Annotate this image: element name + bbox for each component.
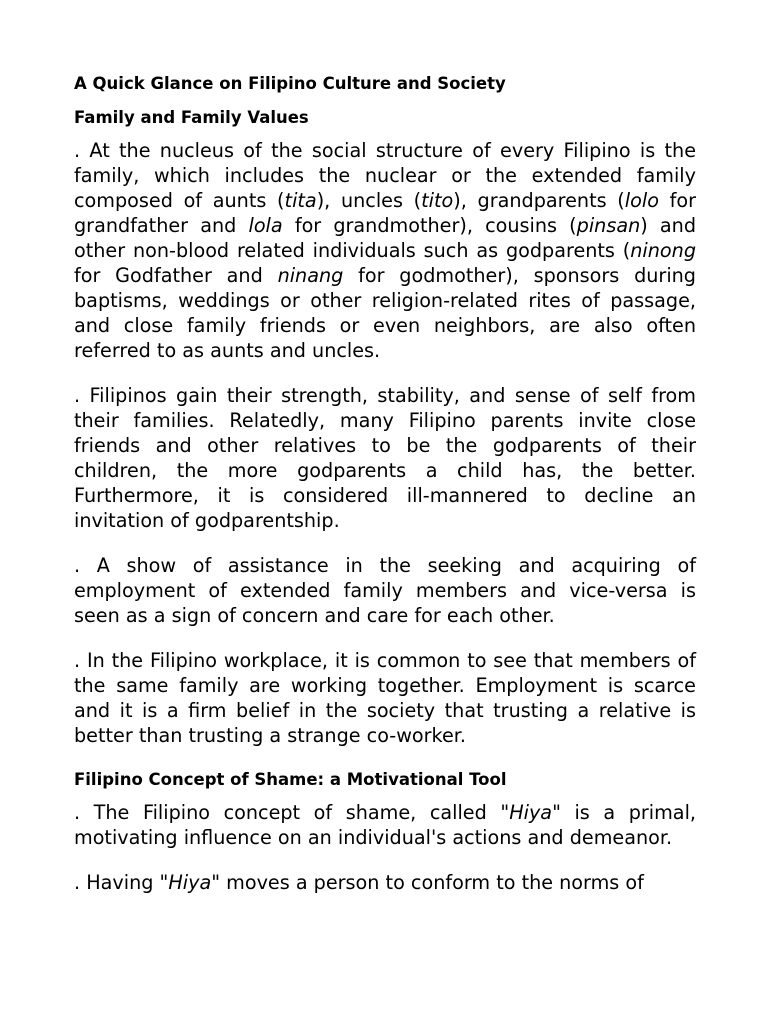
- text-run: for grandfather and: [74, 189, 697, 237]
- italic-term: lolo: [624, 189, 659, 212]
- italic-term: Hiya: [509, 801, 553, 824]
- text-run: . A show of assistance in the seeking and acquiring of employment of extended family members and vice-versa is seen as a sign of concern and care for each other.: [74, 554, 696, 627]
- section-shame: [74, 800, 696, 895]
- text-run: . Filipinos gain their strength, stability, and sense of self from their families. Relatedly, many Filipino parents invite close friends and other relatives to be the godparents of their children, the more godparents a child has, the better. Furthermore, it is considered ill-mannered to decline an invitation of godparentship.: [74, 384, 696, 532]
- italic-term: tito: [421, 189, 454, 212]
- document-page: [74, 72, 696, 895]
- text-run: . Having ": [74, 871, 169, 894]
- italic-term: Hiya: [168, 871, 212, 894]
- italic-term: ninang: [277, 264, 344, 287]
- paragraph: [74, 138, 696, 363]
- text-run: for grandmother), cousins (: [282, 214, 577, 237]
- text-run: ) and other non-blood related individuals such as godparents (: [74, 214, 696, 262]
- text-run: . In the Filipino workplace, it is common to see that members of the same family are working together. Employment is scarce and it is a firm belief in the society that trusting a relative is better than trusting a strange co-worker.: [74, 649, 696, 747]
- paragraph: [74, 800, 696, 850]
- paragraph: [74, 648, 696, 748]
- italic-term: tita: [284, 189, 317, 212]
- text-run: for Godfather and: [74, 264, 278, 287]
- text-run: " is a primal, motivating influence on an individual's actions and demeanor.: [74, 801, 696, 849]
- text-run: ), uncles (: [316, 189, 422, 212]
- text-run: " moves a person to conform to the norms of: [211, 871, 644, 894]
- italic-term: ninong: [630, 239, 696, 262]
- section-family: [74, 138, 696, 748]
- text-run: for godmother), sponsors during baptisms, weddings or other religion-related rites of passage, and close family friends or even neighbors, are also often referred to as aunts and uncles.: [74, 264, 696, 362]
- paragraph: [74, 383, 696, 533]
- paragraph: [74, 870, 696, 895]
- section-heading-family: Family and Family Values: [74, 108, 309, 127]
- text-run: . At the nucleus of the social structure of every Filipino is the family, which includes the nuclear or the extended family composed of aunts (: [74, 139, 696, 212]
- text-run: ), grandparents (: [453, 189, 625, 212]
- document-title: A Quick Glance on Filipino Culture and Society: [74, 74, 506, 93]
- paragraph: [74, 553, 696, 628]
- italic-term: pinsan: [576, 214, 641, 237]
- italic-term: lola: [248, 214, 283, 237]
- text-run: . The Filipino concept of shame, called ": [74, 801, 510, 824]
- section-heading-shame: Filipino Concept of Shame: a Motivational Tool: [74, 770, 507, 789]
